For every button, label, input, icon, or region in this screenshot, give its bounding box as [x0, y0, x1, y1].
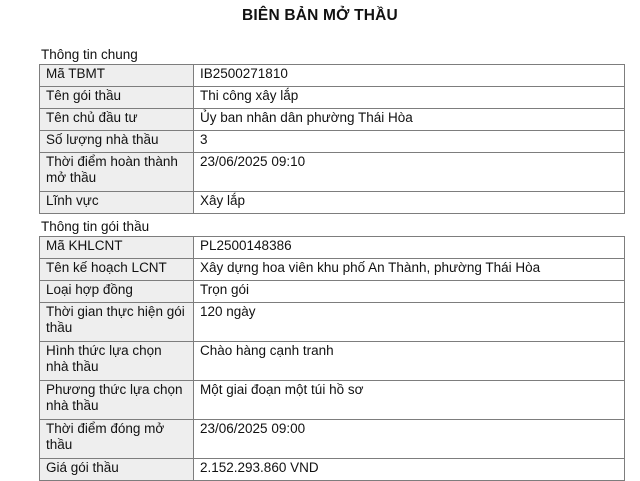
- table-row: [40, 192, 625, 214]
- row-key: Hình thức lựa chọn nhà thầu: [40, 342, 194, 381]
- row-value: Một giai đoạn một túi hồ sơ: [194, 381, 625, 420]
- row-key: Mã TBMT: [40, 65, 194, 87]
- row-key: Thời gian thực hiện gói thầu: [40, 303, 194, 342]
- row-key: Thời điểm đóng mở thầu: [40, 420, 194, 459]
- row-key: Mã KHLCNT: [40, 237, 194, 259]
- table-row: [40, 87, 625, 109]
- row-key: Lĩnh vực: [40, 192, 194, 214]
- table-row: [40, 109, 625, 131]
- row-key: Tên kế hoạch LCNT: [40, 259, 194, 281]
- section-package-label: Thông tin gói thầu: [41, 219, 150, 234]
- row-value: 2.152.293.860 VND: [194, 459, 625, 481]
- row-key: Tên chủ đầu tư: [40, 109, 194, 131]
- row-key: Giá gói thầu: [40, 459, 194, 481]
- row-value: Ủy ban nhân dân phường Thái Hòa: [194, 109, 625, 131]
- row-value: IB2500271810: [194, 65, 625, 87]
- row-key: Thời điểm hoàn thành mở thầu: [40, 153, 194, 192]
- row-key: Số lượng nhà thầu: [40, 131, 194, 153]
- package-info-table: [39, 236, 625, 481]
- row-key: Phương thức lựa chọn nhà thầu: [40, 381, 194, 420]
- row-value: 23/06/2025 09:10: [194, 153, 625, 192]
- table-row: [40, 420, 625, 459]
- row-key: Loại hợp đồng: [40, 281, 194, 303]
- table-row: [40, 381, 625, 420]
- row-value: Chào hàng cạnh tranh: [194, 342, 625, 381]
- row-value: PL2500148386: [194, 237, 625, 259]
- table-row: [40, 65, 625, 87]
- section-general-label: Thông tin chung: [41, 47, 138, 62]
- table-row: [40, 153, 625, 192]
- table-row: [40, 281, 625, 303]
- row-key: Tên gói thầu: [40, 87, 194, 109]
- general-info-table: [39, 64, 625, 214]
- row-value: Thi công xây lắp: [194, 87, 625, 109]
- table-row: [40, 237, 625, 259]
- row-value: 120 ngày: [194, 303, 625, 342]
- row-value: Xây lắp: [194, 192, 625, 214]
- row-value: 3: [194, 131, 625, 153]
- row-value: 23/06/2025 09:00: [194, 420, 625, 459]
- table-row: [40, 342, 625, 381]
- row-value: Xây dựng hoa viên khu phố An Thành, phường Thái Hòa: [194, 259, 625, 281]
- row-value: Trọn gói: [194, 281, 625, 303]
- page-title: BIÊN BẢN MỞ THẦU: [242, 7, 398, 24]
- table-row: [40, 259, 625, 281]
- table-row: [40, 303, 625, 342]
- table-row: [40, 131, 625, 153]
